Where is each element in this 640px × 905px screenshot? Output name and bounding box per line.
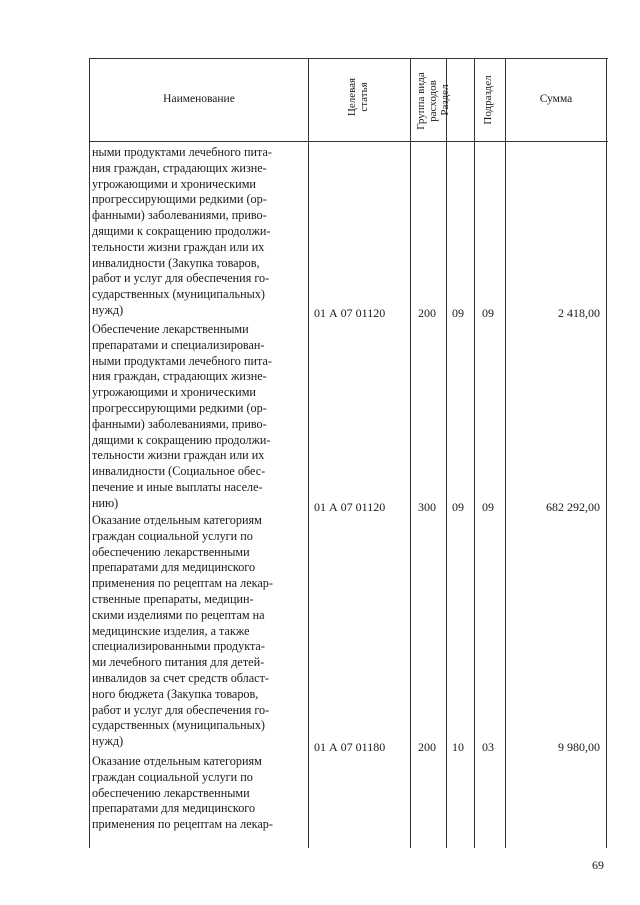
row-1-group: 200: [418, 306, 436, 320]
row-3-name: [92, 513, 302, 750]
row-3-sum: 9 980,00: [558, 740, 600, 754]
header-subsection: Подраздел: [482, 75, 494, 125]
row-1-line: фанными) заболеваниями, приво-: [92, 208, 267, 223]
row-1-name: [92, 145, 302, 319]
row-3-line: Оказание отдельным категориям: [92, 513, 262, 527]
row-4-line: применения по рецептам на лекар-: [92, 817, 273, 832]
row-3-line: специализированными продукта-: [92, 639, 265, 654]
row-2-line: нию): [92, 495, 119, 510]
row-1-line: инвалидности (Закупка товаров,: [92, 255, 260, 270]
row-3-line: ми лечебного питания для детей-: [92, 655, 265, 670]
row-1-line: ния граждан, страдающих жизне-: [92, 160, 267, 175]
row-1-line: дящими к сокращению продолжи-: [92, 223, 271, 238]
row-2-line: дящими к сокращению продолжи-: [92, 432, 271, 447]
row-3-section: 10: [452, 740, 464, 754]
row-1-line: ными продуктами лечебного пита-: [92, 145, 272, 159]
row-2-line: ния граждан, страдающих жизне-: [92, 369, 267, 384]
row-2-line: тельности жизни граждан или их: [92, 448, 265, 463]
header-sum: Сумма: [539, 93, 573, 105]
row-1-code: 01 А 07 01120: [314, 306, 386, 320]
col-border-code: [308, 58, 309, 848]
row-2-line: ными продуктами лечебного пита-: [92, 353, 272, 368]
row-3-line: ного бюджета (Закупка товаров,: [92, 686, 259, 701]
row-2-subsection: 09: [482, 500, 494, 514]
row-1-section: 09: [452, 306, 464, 320]
row-2-name: [92, 322, 302, 512]
row-4-line: граждан социальной услуги по: [92, 769, 253, 784]
row-3-group: 200: [418, 740, 436, 754]
row-2-line: угрожающими и хроническими: [92, 385, 256, 400]
row-4-line: препаратами для медицинского: [92, 801, 256, 816]
row-2-line: инвалидности (Социальное обес-: [92, 464, 266, 479]
row-1-subsection: 09: [482, 306, 494, 320]
row-1-sum: 2 418,00: [558, 306, 600, 320]
col-border-group: [410, 58, 411, 848]
row-2-line: фанными) заболеваниями, приво-: [92, 416, 267, 431]
row-2-code: 01 А 07 01120: [314, 500, 386, 514]
row-3-line: сударственных (муниципальных): [92, 718, 265, 733]
row-1-line: нужд): [92, 302, 124, 317]
row-3-subsection: 03: [482, 740, 494, 754]
row-2-group: 300: [418, 500, 436, 514]
col-border-section: [446, 58, 447, 848]
col-border-right: [606, 58, 607, 848]
row-3-line: ственные препараты, медицин-: [92, 591, 254, 606]
row-2-section: 09: [452, 500, 464, 514]
col-border-left: [89, 58, 90, 848]
row-4-line: обеспечению лекарственными: [92, 785, 250, 800]
col-border-sum: [505, 58, 506, 848]
row-3-line: нужд): [92, 734, 124, 749]
row-1-line: сударственных (муниципальных): [92, 287, 265, 302]
row-4-name: [92, 754, 302, 833]
header-section: Раздел: [439, 84, 451, 116]
row-3-line: обеспечению лекарственными: [92, 544, 250, 559]
row-2-line: печение и иные выплаты населе-: [92, 479, 263, 494]
row-2-line: препаратами и специализирован-: [92, 337, 265, 352]
row-3-line: инвалидов за счет средств област-: [92, 670, 269, 685]
row-3-line: работ и услуг для обеспечения го-: [92, 702, 270, 717]
row-1-line: прогрессирующими редкими (ор-: [92, 192, 267, 207]
header-expense-group: Группа вида расходов: [415, 72, 439, 130]
col-border-subsection: [474, 58, 475, 848]
row-3-line: скими изделиями по рецептам на: [92, 607, 265, 622]
row-4-line: Оказание отдельным категориям: [92, 754, 262, 768]
row-1-line: работ и услуг для обеспечения го-: [92, 271, 270, 286]
row-1-line: угрожающими и хроническими: [92, 176, 256, 191]
row-2-sum: 682 292,00: [546, 500, 600, 514]
row-3-code: 01 А 07 01180: [314, 740, 386, 754]
row-3-line: медицинские изделия, а также: [92, 623, 250, 638]
row-2-line: прогрессирующими редкими (ор-: [92, 400, 267, 415]
page-number: 69: [592, 858, 604, 872]
row-3-line: препаратами для медицинского: [92, 560, 256, 575]
row-1-line: тельности жизни граждан или их: [92, 239, 265, 254]
row-2-line: Обеспечение лекарственными: [92, 322, 249, 336]
row-3-line: граждан социальной услуги по: [92, 528, 253, 543]
header-target-article: Целевая статья: [346, 77, 370, 117]
row-3-line: применения по рецептам на лекар-: [92, 576, 273, 591]
header-name: Наименование: [163, 93, 235, 105]
